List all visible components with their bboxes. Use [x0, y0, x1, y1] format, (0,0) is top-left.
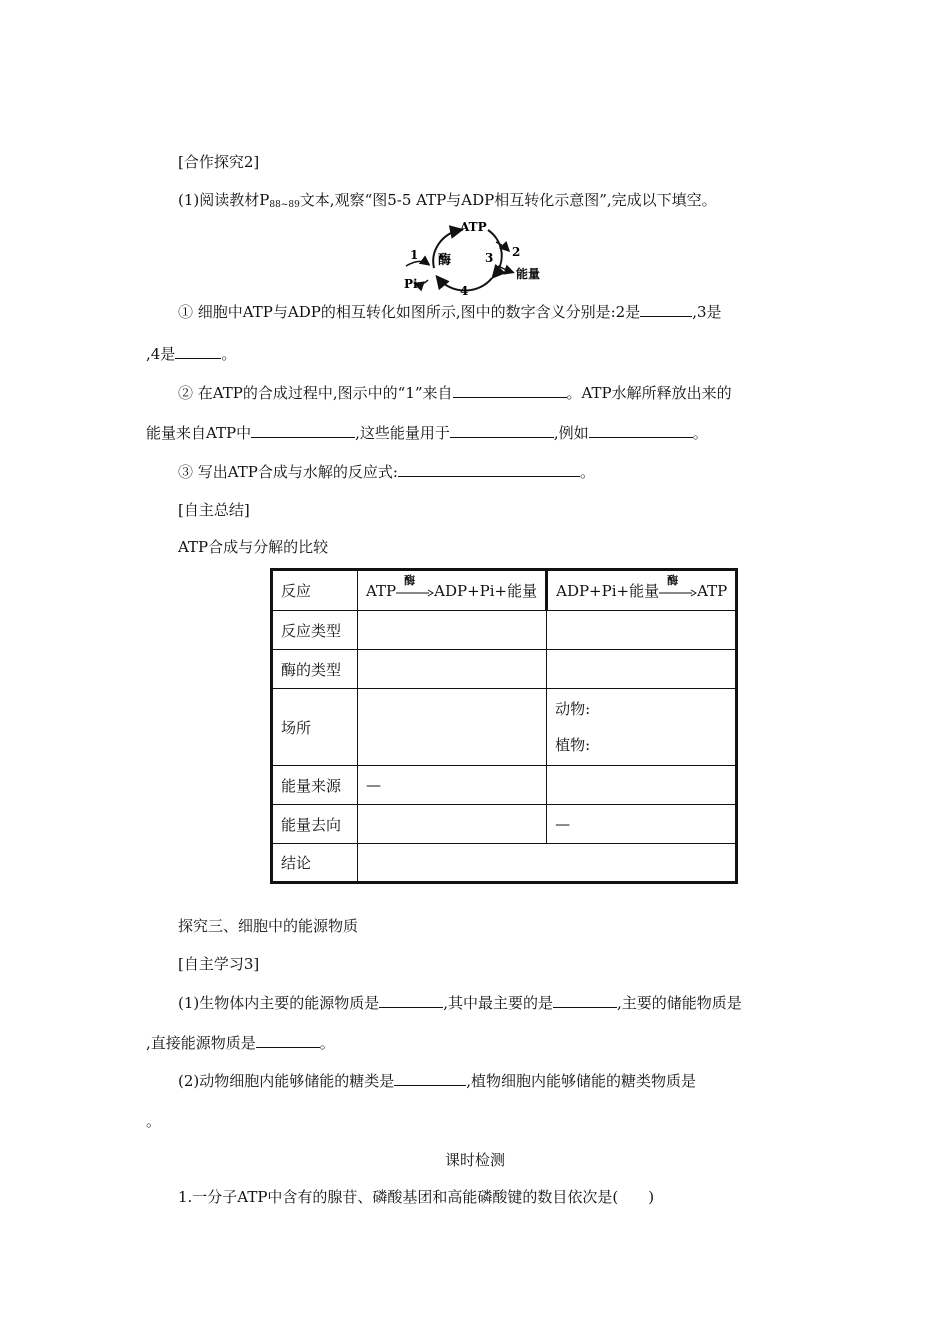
p1-e: 。 [319, 1034, 335, 1052]
q2-line2d: 。 [692, 424, 708, 442]
eq2-right: ATP [697, 582, 728, 600]
question-1a-line2 [146, 344, 236, 364]
blank-main-energy[interactable] [379, 993, 443, 1008]
table-title: ATP合成与分解的比较 [178, 538, 329, 556]
q1a-mid: ,3是 [692, 303, 722, 321]
question-read-textbook [178, 190, 717, 215]
section3-p2-line2: 。 [146, 1112, 162, 1130]
blank-energy-use[interactable] [450, 423, 554, 438]
eq2-left: ADP+Pi+能量 [556, 582, 660, 600]
q3-text: ③ 写出ATP合成与水解的反应式: [178, 463, 398, 481]
p1-c: ,主要的储能物质是 [617, 994, 742, 1012]
cell-c2[interactable] [358, 689, 547, 766]
eq2-enzyme: 酶 [667, 574, 679, 587]
table-row-enzyme-type [272, 650, 737, 689]
p1-a: (1)生物体内主要的能源物质是 [178, 994, 380, 1012]
location-plant: 植物: [555, 736, 591, 754]
cell-conclusion[interactable] [358, 844, 737, 883]
table-row-energy-destination [272, 805, 737, 844]
label-4: 4 [460, 284, 469, 296]
cell-c2[interactable] [358, 650, 547, 689]
test-title: 课时检测 [444, 1151, 505, 1169]
cell-c3[interactable] [547, 611, 737, 650]
eq1-right: ADP+Pi+能量 [434, 582, 538, 600]
q2-line2c: ,例如 [553, 424, 589, 442]
label-2: 2 [512, 245, 521, 259]
header-hydrolysis [358, 570, 547, 611]
cell-c2[interactable] [358, 611, 547, 650]
label-3: 3 [485, 251, 494, 265]
blank-example[interactable] [589, 423, 693, 438]
q2-end: 。ATP水解所释放出来的 [566, 384, 732, 402]
question-1a [178, 302, 722, 322]
question-3 [178, 462, 595, 482]
question-2 [178, 383, 732, 403]
cell-c2[interactable]: — [358, 766, 547, 805]
cell-c3[interactable] [547, 650, 737, 689]
q2-line2a: 能量来自ATP中 [146, 424, 252, 442]
cell-c3[interactable] [547, 766, 737, 805]
section3-subheading: [自主学习3] [178, 955, 260, 973]
eq2-arrow [659, 574, 697, 599]
table-row-conclusion [272, 844, 737, 883]
table-row-energy-source [272, 766, 737, 805]
q3-end: 。 [579, 463, 595, 481]
table-row-location [272, 689, 737, 766]
label-energy: 能量 [516, 267, 541, 281]
row-label: 酶的类型 [272, 650, 358, 689]
table-row-reaction-type [272, 611, 737, 650]
blank-4[interactable] [175, 344, 221, 359]
section3-p1 [178, 993, 742, 1013]
output-arrow-energy [498, 266, 512, 272]
q1a-text: ① 细胞中ATP与ADP的相互转化如图所示,图中的数字含义分别是:2是 [178, 303, 641, 321]
header-label: 反应 [272, 570, 358, 611]
q1-pages: 88~89 [269, 200, 300, 210]
q2-text: ② 在ATP的合成过程中,图示中的“1”来自 [178, 384, 453, 402]
p2-b: ,植物细胞内能够储能的糖类物质是 [466, 1072, 697, 1090]
label-1: 1 [410, 248, 419, 262]
comparison-table [270, 568, 738, 884]
blank-animal-sugar[interactable] [394, 1071, 466, 1086]
row-label: 结论 [272, 844, 358, 883]
output-arrow-2 [496, 242, 508, 250]
blank-direct-energy[interactable] [256, 1033, 320, 1048]
q1-prefix: (1)阅读教材P [178, 191, 270, 209]
q1a-line2: ,4是 [146, 345, 176, 363]
p2-a: (2)动物细胞内能够储能的糖类是 [178, 1072, 395, 1090]
output-arrow-pi [416, 280, 428, 285]
p1-b: ,其中最主要的是 [443, 994, 554, 1012]
test-question-1: 1.一分子ATP中含有的腺苷、磷酸基团和高能磷酸键的数目依次是( ) [178, 1188, 655, 1206]
section-heading-coop2: [合作探究2] [178, 153, 260, 171]
input-arrow-1 [406, 261, 428, 266]
table-header-row [272, 570, 737, 611]
row-label: 能量来源 [272, 766, 358, 805]
eq1-enzyme: 酶 [404, 574, 416, 587]
label-pi: Pi [404, 277, 418, 291]
question-2-line2 [146, 423, 708, 443]
header-synthesis [547, 570, 737, 611]
q1-suffix: 文本,观察“图5-5 ATP与ADP相互转化示意图”,完成以下填空。 [299, 191, 717, 209]
cell-c3[interactable]: — [547, 805, 737, 844]
q2-line2b: ,这些能量用于 [355, 424, 450, 442]
eq1-left: ATP [366, 582, 397, 600]
eq1-arrow [396, 574, 434, 599]
section3-p1-line2 [146, 1033, 335, 1053]
summary-heading: [自主总结] [178, 501, 250, 519]
p1-d: ,直接能源物质是 [146, 1034, 256, 1052]
label-enzyme: 酶 [438, 253, 452, 268]
blank-reaction[interactable] [398, 462, 580, 477]
blank-most-main[interactable] [553, 993, 617, 1008]
label-atp: ATP [460, 220, 487, 234]
row-label: 能量去向 [272, 805, 358, 844]
q1a-end: 。 [221, 345, 237, 363]
blank-2[interactable] [640, 302, 692, 317]
cell-c3[interactable] [547, 689, 737, 766]
blank-energy-from[interactable] [251, 423, 355, 438]
row-label: 场所 [272, 689, 358, 766]
atp-adp-cycle-diagram [398, 218, 558, 296]
blank-source-1[interactable] [453, 383, 567, 398]
section3-heading: 探究三、细胞中的能源物质 [178, 917, 359, 935]
row-label: 反应类型 [272, 611, 358, 650]
section3-p2 [178, 1071, 696, 1091]
cell-c2[interactable] [358, 805, 547, 844]
location-animal: 动物: [555, 700, 591, 718]
